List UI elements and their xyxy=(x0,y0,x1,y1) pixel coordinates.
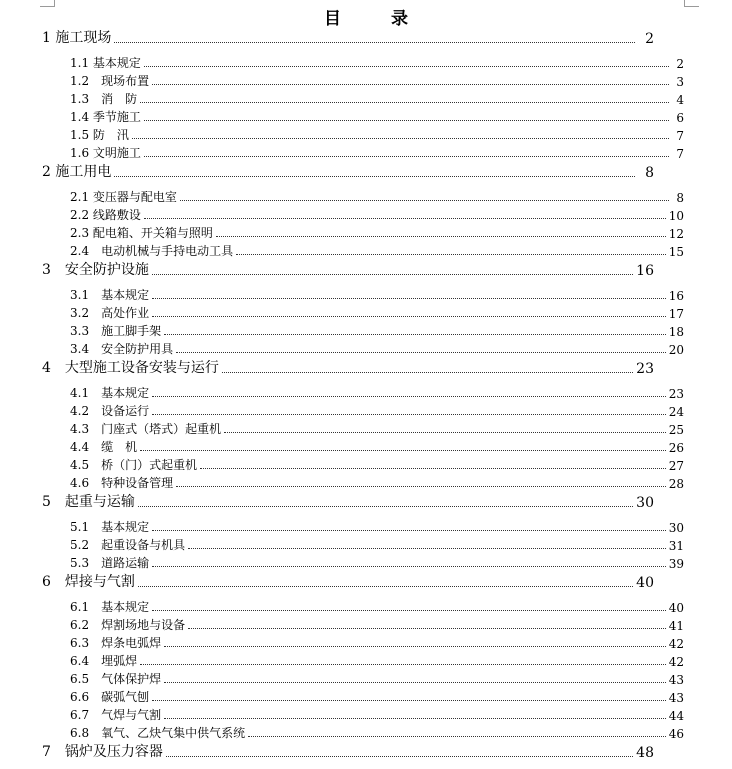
toc-entry-title: 3.1 基本规定 xyxy=(70,288,150,302)
dot-leader xyxy=(138,586,633,587)
toc-section-entry[interactable] xyxy=(70,437,684,455)
toc-page-number: 15 xyxy=(668,245,684,259)
toc-page-number: 28 xyxy=(668,477,684,491)
toc-section-entry[interactable] xyxy=(70,53,684,71)
toc-entry-title: 4.3 门座式（塔式）起重机 xyxy=(70,422,222,436)
toc-page-number: 42 xyxy=(668,637,684,651)
toc-page-number: 8 xyxy=(645,165,654,181)
dot-leader xyxy=(114,42,635,43)
toc-entry-title: 5 起重与运输 xyxy=(42,494,135,510)
toc-section-entry[interactable] xyxy=(70,107,684,125)
dot-leader xyxy=(152,396,666,397)
toc-section-entry[interactable] xyxy=(70,401,684,419)
toc-entry-title: 2 施工用电 xyxy=(42,164,112,180)
toc-section-entry[interactable] xyxy=(70,71,684,89)
toc-section-entry[interactable] xyxy=(70,473,684,491)
toc-section-entry[interactable] xyxy=(70,383,684,401)
dot-leader xyxy=(216,236,666,237)
toc-entry-title: 5.2 起重设备与机具 xyxy=(70,538,186,552)
dot-leader xyxy=(144,156,669,157)
toc-entry-title: 6.7 气焊与气割 xyxy=(70,708,162,722)
dot-leader xyxy=(138,506,633,507)
toc-section-entry[interactable] xyxy=(70,535,684,553)
dot-leader xyxy=(152,610,666,611)
toc-page-number: 41 xyxy=(668,619,684,633)
toc-section-entry[interactable] xyxy=(70,517,684,535)
toc-section-entry[interactable] xyxy=(70,143,684,161)
toc-section-entry[interactable] xyxy=(70,125,684,143)
dot-leader xyxy=(164,718,666,719)
dot-leader xyxy=(200,468,666,469)
dot-leader xyxy=(188,548,666,549)
toc-page-number: 42 xyxy=(668,655,684,669)
dot-leader xyxy=(140,450,666,451)
toc-entry-title: 1.4 季节施工 xyxy=(70,110,141,124)
toc-entry-title: 6.1 基本规定 xyxy=(70,600,150,614)
toc-entry-title: 5.3 道路运输 xyxy=(70,556,150,570)
dot-leader xyxy=(144,218,666,219)
toc-page-number: 12 xyxy=(668,227,684,241)
toc-page-number: 7 xyxy=(676,129,684,143)
toc-entry-title: 3.4 安全防护用具 xyxy=(70,342,174,356)
dot-leader xyxy=(140,664,666,665)
toc-entry-title: 1 施工现场 xyxy=(42,30,112,46)
toc-entry-title: 6 焊接与气割 xyxy=(42,574,135,590)
dot-leader xyxy=(152,530,666,531)
toc-section-entry[interactable] xyxy=(70,687,684,705)
toc-entry-title: 6.5 气体保护焊 xyxy=(70,672,162,686)
dot-leader xyxy=(176,352,666,353)
toc-page-number: 2 xyxy=(645,31,654,47)
toc-entry-title: 4 大型施工设备安装与运行 xyxy=(42,360,219,376)
toc-entry-title: 1.2 现场布置 xyxy=(70,74,150,88)
toc-section-entry[interactable] xyxy=(70,597,684,615)
toc-entry-title: 7 锅炉及压力容器 xyxy=(42,744,163,760)
toc-page-number: 40 xyxy=(668,601,684,615)
dot-leader xyxy=(152,566,666,567)
toc-section-entry[interactable] xyxy=(70,651,684,669)
dot-leader xyxy=(248,736,666,737)
toc-entry-title: 4.4 缆 机 xyxy=(70,440,138,454)
toc-entry-title: 4.1 基本规定 xyxy=(70,386,150,400)
dot-leader xyxy=(114,176,635,177)
toc-page-number: 31 xyxy=(668,539,684,553)
toc-section-entry[interactable] xyxy=(70,205,684,223)
toc-entry-title: 1.1 基本规定 xyxy=(70,56,141,70)
toc-entry-title: 1.3 消 防 xyxy=(70,92,138,106)
toc-section-entry[interactable] xyxy=(70,321,684,339)
toc-page-number: 43 xyxy=(668,691,684,705)
toc-page-number: 10 xyxy=(668,209,684,223)
toc-section-entry[interactable] xyxy=(70,705,684,723)
dot-leader xyxy=(164,646,666,647)
toc-entry-title: 5.1 基本规定 xyxy=(70,520,150,534)
dot-leader xyxy=(222,372,633,373)
dot-leader xyxy=(188,628,666,629)
toc-entry-title: 2.1 变压器与配电室 xyxy=(70,190,177,204)
dot-leader xyxy=(152,414,666,415)
toc-entry-title: 3.3 施工脚手架 xyxy=(70,324,162,338)
toc-entry-title: 3 安全防护设施 xyxy=(42,262,149,278)
dot-leader xyxy=(236,254,666,255)
toc-entry-title: 1.6 文明施工 xyxy=(70,146,141,160)
dot-leader xyxy=(164,334,666,335)
dot-leader xyxy=(152,84,669,85)
toc-entry-title: 4.2 设备运行 xyxy=(70,404,150,418)
toc-page-number: 7 xyxy=(676,147,684,161)
toc-section-entry[interactable] xyxy=(70,553,684,571)
toc-section-entry[interactable] xyxy=(70,419,684,437)
toc-page-number: 30 xyxy=(636,495,654,511)
toc-page-number: 44 xyxy=(668,709,684,723)
toc-page-number: 8 xyxy=(676,191,684,205)
toc-page-number: 16 xyxy=(668,289,684,303)
toc-chapter-entry[interactable] xyxy=(42,743,654,761)
toc-chapter-entry[interactable] xyxy=(42,29,654,47)
dot-leader xyxy=(152,298,666,299)
dot-leader xyxy=(132,138,669,139)
toc-section-entry[interactable] xyxy=(70,223,684,241)
toc-chapter-entry[interactable] xyxy=(42,163,654,181)
toc-section-entry[interactable] xyxy=(70,187,684,205)
toc-entry-title: 4.5 桥（门）式起重机 xyxy=(70,458,198,472)
toc-section-entry[interactable] xyxy=(70,285,684,303)
toc-chapter-entry[interactable] xyxy=(42,573,654,591)
toc-page-number: 26 xyxy=(668,441,684,455)
toc-entry-title: 6.4 埋弧焊 xyxy=(70,654,138,668)
toc-page-number: 2 xyxy=(676,57,684,71)
toc-section-entry[interactable] xyxy=(70,455,684,473)
toc-entry-title: 6.6 碳弧气刨 xyxy=(70,690,150,704)
toc-entry-title: 2.4 电动机械与手持电动工具 xyxy=(70,244,234,258)
toc-page-number: 18 xyxy=(668,325,684,339)
dot-leader xyxy=(180,200,669,201)
toc-page-number: 27 xyxy=(668,459,684,473)
toc-title: 目 录 xyxy=(324,9,430,29)
toc-page-number: 40 xyxy=(636,575,654,591)
toc-entry-title: 2.3 配电箱、开关箱与照明 xyxy=(70,226,213,240)
toc-section-entry[interactable] xyxy=(70,723,684,741)
toc-entry-title: 6.2 焊割场地与设备 xyxy=(70,618,186,632)
toc-entry-title: 1.5 防 汛 xyxy=(70,128,129,142)
toc-section-entry[interactable] xyxy=(70,89,684,107)
toc-section-entry[interactable] xyxy=(70,669,684,687)
toc-page-number: 24 xyxy=(668,405,684,419)
dot-leader xyxy=(144,66,669,67)
toc-page-number: 17 xyxy=(668,307,684,321)
toc-page-number: 48 xyxy=(636,745,654,761)
toc-page-number: 3 xyxy=(676,75,684,89)
toc-chapter-entry[interactable] xyxy=(42,261,654,279)
toc-section-entry[interactable] xyxy=(70,339,684,357)
toc-chapter-entry[interactable] xyxy=(42,359,654,377)
toc-page-number: 23 xyxy=(668,387,684,401)
dot-leader xyxy=(144,120,669,121)
toc-entry-title: 6.8 氧气、乙炔气集中供气系统 xyxy=(70,726,246,740)
dot-leader xyxy=(152,700,666,701)
toc-page-number: 25 xyxy=(668,423,684,437)
toc-page-number: 46 xyxy=(668,727,684,741)
toc-entry-title: 4.6 特种设备管理 xyxy=(70,476,174,490)
toc-page-number: 6 xyxy=(676,111,684,125)
toc-page-number: 20 xyxy=(668,343,684,357)
toc-section-entry[interactable] xyxy=(70,303,684,321)
toc-entry-title: 6.3 焊条电弧焊 xyxy=(70,636,162,650)
toc-entry-title: 2.2 线路敷设 xyxy=(70,208,141,222)
dot-leader xyxy=(164,682,666,683)
toc-chapter-entry[interactable] xyxy=(42,493,654,511)
toc-section-entry[interactable] xyxy=(70,241,684,259)
dot-leader xyxy=(176,486,666,487)
dot-leader xyxy=(152,274,633,275)
toc-page-number: 16 xyxy=(636,263,654,279)
toc-page-number: 39 xyxy=(668,557,684,571)
toc-entry-title: 3.2 高处作业 xyxy=(70,306,150,320)
toc-page-number: 4 xyxy=(676,93,684,107)
toc-page-number: 43 xyxy=(668,673,684,687)
toc-section-entry[interactable] xyxy=(70,615,684,633)
toc-page-number: 23 xyxy=(636,361,654,377)
dot-leader xyxy=(224,432,666,433)
toc-section-entry[interactable] xyxy=(70,633,684,651)
dot-leader xyxy=(140,102,669,103)
dot-leader xyxy=(152,316,666,317)
dot-leader xyxy=(166,756,633,757)
toc-page-number: 30 xyxy=(668,521,684,535)
